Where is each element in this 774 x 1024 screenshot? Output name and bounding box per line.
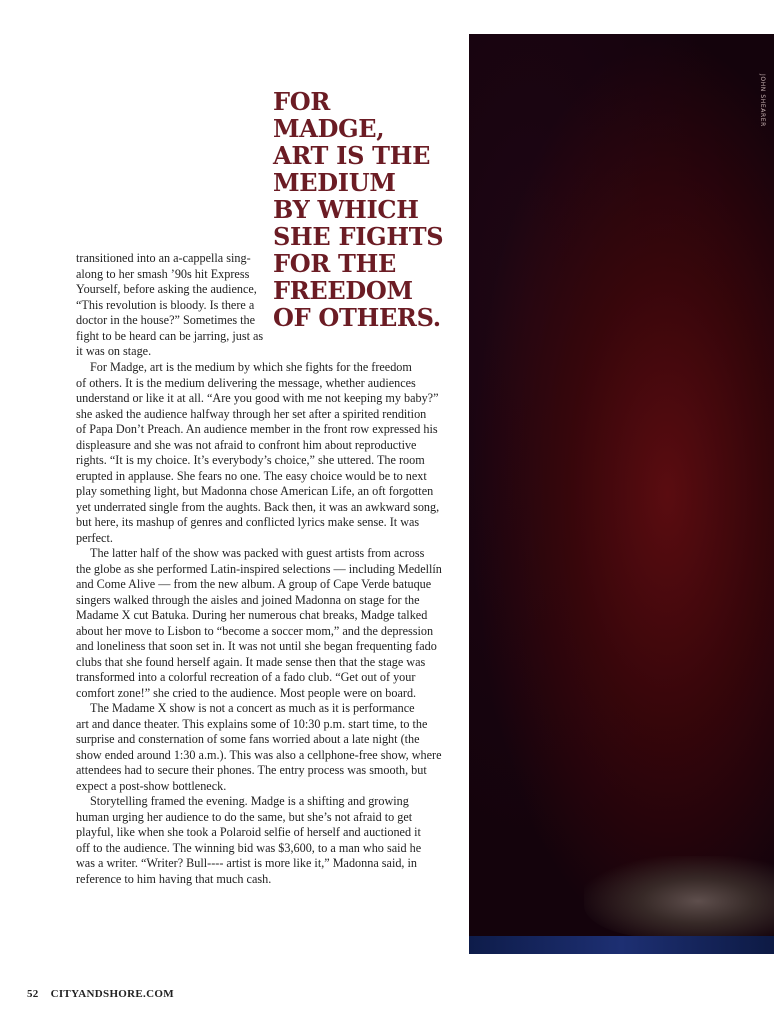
article-line: “This revolution is bloody. Is there a — [76, 297, 255, 312]
pull-quote-line: ART IS THE — [273, 141, 431, 170]
article-line: off to the audience. The winning bid was $3,600, to a man who said he — [76, 840, 422, 855]
article-line: along to her smash ’90s hit Express — [76, 266, 250, 281]
pull-quote-line: BY WHICH — [273, 195, 419, 224]
article-line: about her move to Lisbon to “become a soccer mom,” and the depression — [76, 623, 434, 638]
article-line: clubs that she found herself again. It made sense then that the stage was — [76, 654, 426, 669]
article-line: perfect. — [76, 530, 113, 545]
article-lead-column — [76, 251, 272, 360]
article-line: play something light, but Madonna chose American Life, an oft forgotten — [76, 484, 434, 498]
article-body — [76, 360, 464, 887]
article-line: fight to be heard can be jarring, just as — [76, 328, 264, 343]
article-line: and loneliness that soon set in. It was not until she began frequenting fado — [76, 639, 437, 653]
article-line: of Papa Don’t Preach. An audience member in the front row expressed his — [76, 422, 438, 436]
pull-quote-line: MEDIUM — [273, 168, 396, 197]
article-line: human urging her audience to do the same, but she’s not afraid to get — [76, 809, 413, 824]
article-line: she asked the audience halfway through her set after a spirited rendition — [76, 406, 427, 421]
article-line: art and dance theater. This explains some of 10:30 p.m. start time, to the — [76, 716, 428, 731]
article-line: yet underrated single from the aughts. Back then, it was an awkward song, — [76, 499, 440, 514]
article-line: transitioned into an a-cappella sing- — [76, 251, 251, 265]
article-line: The Madame X show is not a concert as much as it is performance — [90, 701, 415, 715]
page-footer — [27, 988, 186, 1000]
article-line: and Come Alive — from the new album. A group of Cape Verde batuque — [76, 577, 432, 591]
pull-quote-line: FREEDOM — [273, 276, 413, 305]
photo-stage-edge — [469, 936, 774, 954]
publication-name: CITYANDSHORE.COM — [50, 988, 174, 1000]
pull-quote — [273, 88, 453, 331]
photo-credit: JOHN SHEARER — [759, 74, 766, 127]
article-line: the globe as she performed Latin-inspired selections — including Medellín — [76, 561, 442, 576]
pull-quote-line: OF OTHERS. — [273, 303, 441, 332]
article-line: rights. “It is my choice. It’s everybody’s choice,” she uttered. The room — [76, 453, 425, 467]
photo-highlight — [584, 856, 774, 938]
article-line: erupted in applause. She fears no one. The easy choice would be to next — [76, 468, 427, 483]
article-line: reference to him having that much cash. — [76, 871, 272, 886]
article-line: transformed into a colorful recreation of a fado club. “Get out of your — [76, 670, 416, 684]
article-line: displeasure and she was not afraid to confront him about reproductive — [76, 437, 417, 452]
article-line: attendees had to secure their phones. The entry process was smooth, but — [76, 763, 427, 777]
article-line: playful, like when she took a Polaroid selfie of herself and auctioned it — [76, 825, 421, 839]
article-line: understand or like it at all. “Are you good with me not keeping my baby?” — [76, 391, 439, 405]
article-line: expect a post-show bottleneck. — [76, 778, 227, 793]
page-number: 52 — [27, 988, 39, 1000]
article-line: Yourself, before asking the audience, — [76, 282, 257, 296]
pull-quote-line: FOR THE — [273, 249, 396, 278]
article-line: show ended around 1:30 a.m.). This was also a cellphone-free show, where — [76, 747, 442, 762]
article-line: For Madge, art is the medium by which she fights for the freedom — [90, 360, 412, 374]
article-line: The latter half of the show was packed with guest artists from across — [90, 546, 425, 560]
article-line: singers walked through the aisles and joined Madonna on stage for the — [76, 592, 420, 607]
article-line: doctor in the house?” Sometimes the — [76, 313, 256, 327]
article-line: it was on stage. — [76, 344, 152, 358]
article-line: comfort zone!” she cried to the audience. Most people were on board. — [76, 685, 417, 700]
article-line: surprise and consternation of some fans worried about a late night (the — [76, 732, 420, 746]
pull-quote-line: MADGE, — [273, 114, 385, 143]
pull-quote-line: FOR — [273, 87, 330, 116]
article-line: Storytelling framed the evening. Madge is a shifting and growing — [90, 794, 409, 808]
article-line: Madame X cut Batuka. During her numerous chat breaks, Madge talked — [76, 608, 428, 622]
pull-quote-line: SHE FIGHTS — [273, 222, 444, 251]
concert-photo — [469, 34, 774, 954]
article-line: was a writer. “Writer? Bull---- artist is more like it,” Madonna said, in — [76, 856, 417, 870]
article-line: but here, its mashup of genres and conflicted lyrics make sense. It was — [76, 515, 420, 529]
article-line: of others. It is the medium delivering the message, whether audiences — [76, 375, 416, 390]
